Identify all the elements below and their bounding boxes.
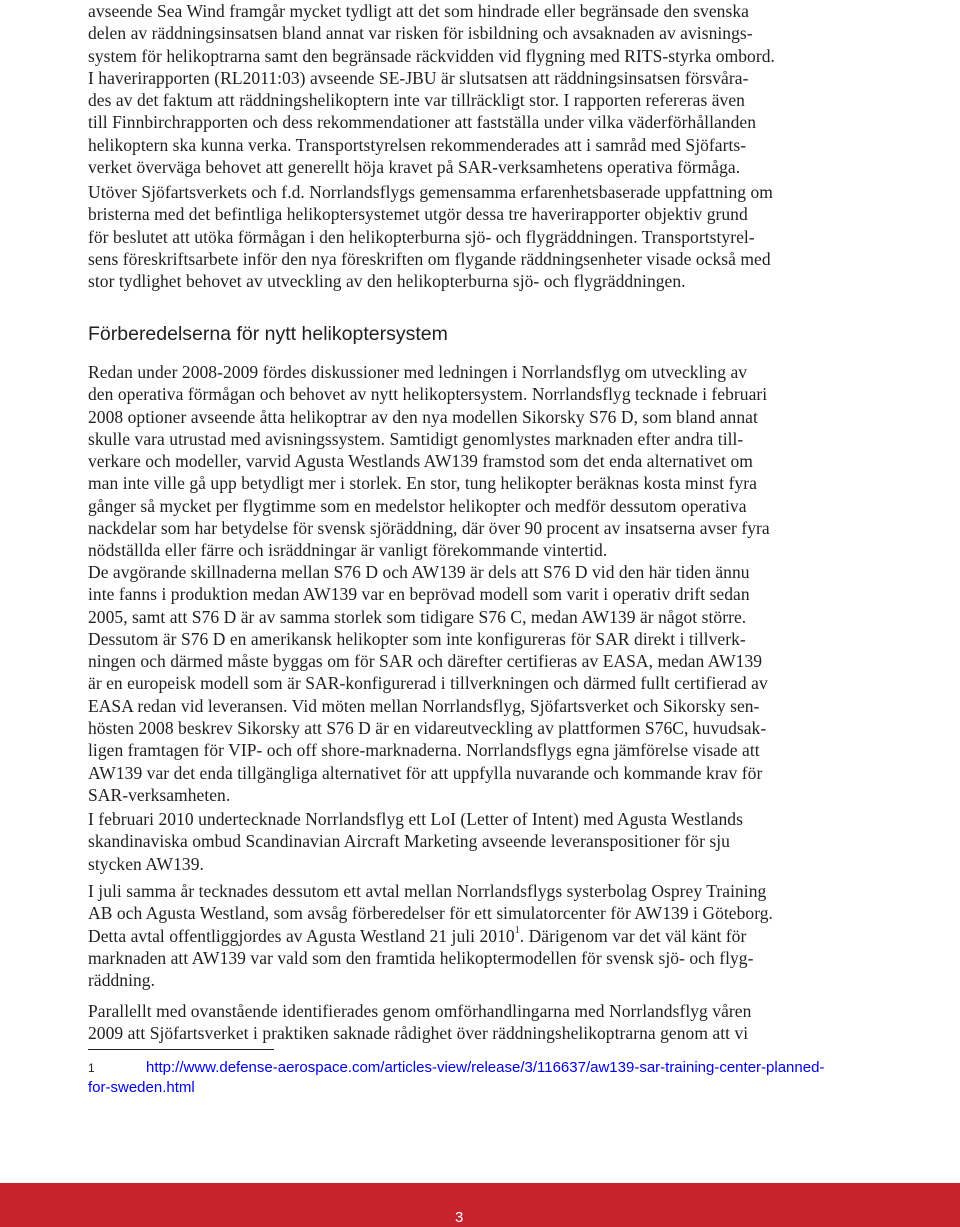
text-line: des av det faktum att räddningshelikoptern inte var tillräckligt stor. I rapporten refereras även xyxy=(88,90,745,111)
paragraph-5 xyxy=(88,808,888,875)
paragraph-7 xyxy=(88,1000,888,1045)
text-line: ningen och därmed måste byggas om för SAR och därefter certifieras av EASA, medan AW139 xyxy=(88,651,763,672)
text-line: 2008 optioner avseende åtta helikoptrar av den nya modellen Sikorsky S76 D, som bland annat xyxy=(88,406,758,427)
footnote-number: 1 xyxy=(88,1061,95,1075)
text-line: nackdelar som har betydelse för svensk sjöräddning, där över 90 procent av insatserna avser fyra xyxy=(88,518,770,539)
footnote-link-line-2[interactable]: for-sweden.html xyxy=(88,1079,195,1096)
text-segment: . Därigenom var det väl känt för xyxy=(519,925,747,946)
text-line-with-footnote-ref xyxy=(88,925,888,947)
text-line: nödställda eller färre och isräddningar är vanligt förekommande vintertid. xyxy=(88,540,608,561)
footnote-divider xyxy=(88,1049,274,1050)
text-line: EASA redan vid leveransen. Vid möten mellan Norrlandsflyg, Sjöfartsverket och Sikorsky sen- xyxy=(88,695,760,716)
text-line: verkare och modeller, varvid Agusta Westlands AW139 framstod som det enda alternativet om xyxy=(88,451,753,472)
footnote-reference[interactable]: 1 xyxy=(514,924,520,936)
text-line: SAR-verksamheten. xyxy=(88,784,231,805)
text-line: räddning. xyxy=(88,970,156,991)
text-line: man inte ville gå upp betydligt mer i storlek. En stor, tung helikopter beräknas kosta minst fyra xyxy=(88,473,758,494)
text-line: system för helikoptrarna samt den begränsade räckvidden vid flygning med RITS-styrka ombord. xyxy=(88,45,775,66)
paragraph-4 xyxy=(88,561,888,806)
text-line: I juli samma år tecknades dessutom ett avtal mellan Norrlandsflygs systerbolag Osprey Training xyxy=(88,881,767,901)
text-line: delen av räddningsinsatsen bland annat var risken för isbildning och avsaknaden av avisnings- xyxy=(88,23,753,44)
text-line: är en europeisk modell som är SAR-konfigurerad i tillverkningen och därmed fullt certifierad av xyxy=(88,673,768,694)
text-line: Dessutom är S76 D en amerikansk helikopter som inte konfigureras för SAR direkt i tillverk- xyxy=(88,628,746,649)
text-line: 2009 att Sjöfartsverket i praktiken saknade rådighet över räddningshelikoptrarna genom att vi xyxy=(88,1023,749,1044)
text-line: skulle vara utrustad med avisningssystem. Samtidigt genomlystes marknaden efter andra till- xyxy=(88,428,744,449)
text-line: ligen framtagen för VIP- och off shore-marknaderna. Norrlandsflygs egna jämförelse visade att xyxy=(88,740,760,761)
text-line: 2005, samt att S76 D är av samma storlek som tidigare S76 C, medan AW139 är något större. xyxy=(88,606,747,627)
text-line: Parallellt med ovanstående identifierades genom omförhandlingarna med Norrlandsflyg våren xyxy=(88,1001,752,1021)
text-line: för beslutet att utöka förmågan i den helikopterburna sjö- och flygräddningen. Transportstyrel- xyxy=(88,226,755,247)
text-line: Utöver Sjöfartsverkets och f.d. Norrlandsflygs gemensamma erfarenhetsbaserade uppfattning om xyxy=(88,182,773,202)
text-line: I haverirapporten (RL2011:03) avseende SE-JBU är slutsatsen att räddningsinsatsen försvåra- xyxy=(88,67,749,88)
footer-bar xyxy=(0,1183,960,1227)
text-line: De avgörande skillnaderna mellan S76 D och AW139 är dels att S76 D vid den här tiden ännu xyxy=(88,562,750,582)
text-line: inte fanns i produktion medan AW139 var en beprövad modell som varit i operativ drift sedan xyxy=(88,584,750,605)
paragraph-1 xyxy=(88,0,888,178)
text-line: Redan under 2008-2009 fördes diskussioner med ledningen i Norrlandsflyg om utveckling av xyxy=(88,362,748,382)
text-line: AB och Agusta Westland, som avsåg förberedelser för ett simulatorcenter för AW139 i Göteborg. xyxy=(88,903,773,924)
text-line: till Finnbirchrapporten och dess rekommendationer att fastställa under vilka väderförhållanden xyxy=(88,112,757,133)
text-line: avseende Sea Wind framgår mycket tydligt att det som hindrade eller begränsade den svenska xyxy=(88,1,749,21)
text-line: bristerna med det befintliga helikoptersystemet utgör dessa tre haverirapporter objektiv grund xyxy=(88,204,748,225)
text-line: helikoptern ska kunna verka. Transportstyrelsen rekommenderades att i samråd med Sjöfarts- xyxy=(88,134,747,155)
text-line: skandinaviska ombud Scandinavian Aircraft Marketing avseende leveranspositioner för sju xyxy=(88,831,730,852)
text-line: I februari 2010 undertecknade Norrlandsflyg ett LoI (Letter of Intent) med Agusta Westlands xyxy=(88,809,743,829)
paragraph-2 xyxy=(88,181,888,292)
text-segment: Detta avtal offentliggjordes av Agusta Westland 21 juli 2010 xyxy=(88,925,515,946)
footnote-link-line-1[interactable]: http://www.defense-aerospace.com/articles-view/release/3/116637/aw139-sar-training-center-planned- xyxy=(146,1059,825,1076)
paragraph-6 xyxy=(88,880,888,991)
text-line: gånger så mycket per flygtimme som en medelstor helikopter och medför dessutom operativa xyxy=(88,495,747,516)
text-line: stor tydlighet behovet av utveckling av den helikopterburna sjö- och flygräddningen. xyxy=(88,271,686,292)
text-line: AW139 var det enda tillgängliga alternativet för att uppfylla nuvarande och kommande krav för xyxy=(88,762,763,783)
page-number: 3 xyxy=(455,1209,464,1226)
text-line: sens föreskriftsarbete inför den nya föreskriften om flygande räddningsenheter visade också med xyxy=(88,248,771,269)
text-line: stycken AW139. xyxy=(88,853,204,874)
paragraph-3 xyxy=(88,361,888,562)
text-line: verket överväga behovet att generellt höja kravet på SAR-verksamhetens operativa förmåga. xyxy=(88,157,741,178)
text-line: marknaden att AW139 var vald som den framtida helikoptermodellen för svensk sjö- och flyg- xyxy=(88,947,754,968)
section-heading: Förberedelserna för nytt helikoptersystem xyxy=(88,323,448,345)
text-line: den operativa förmågan och behovet av nytt helikoptersystem. Norrlandsflyg tecknade i februari xyxy=(88,384,768,405)
text-line: hösten 2008 beskrev Sikorsky att S76 D är en vidareutveckling av plattformen S76C, huvudsak- xyxy=(88,718,767,739)
